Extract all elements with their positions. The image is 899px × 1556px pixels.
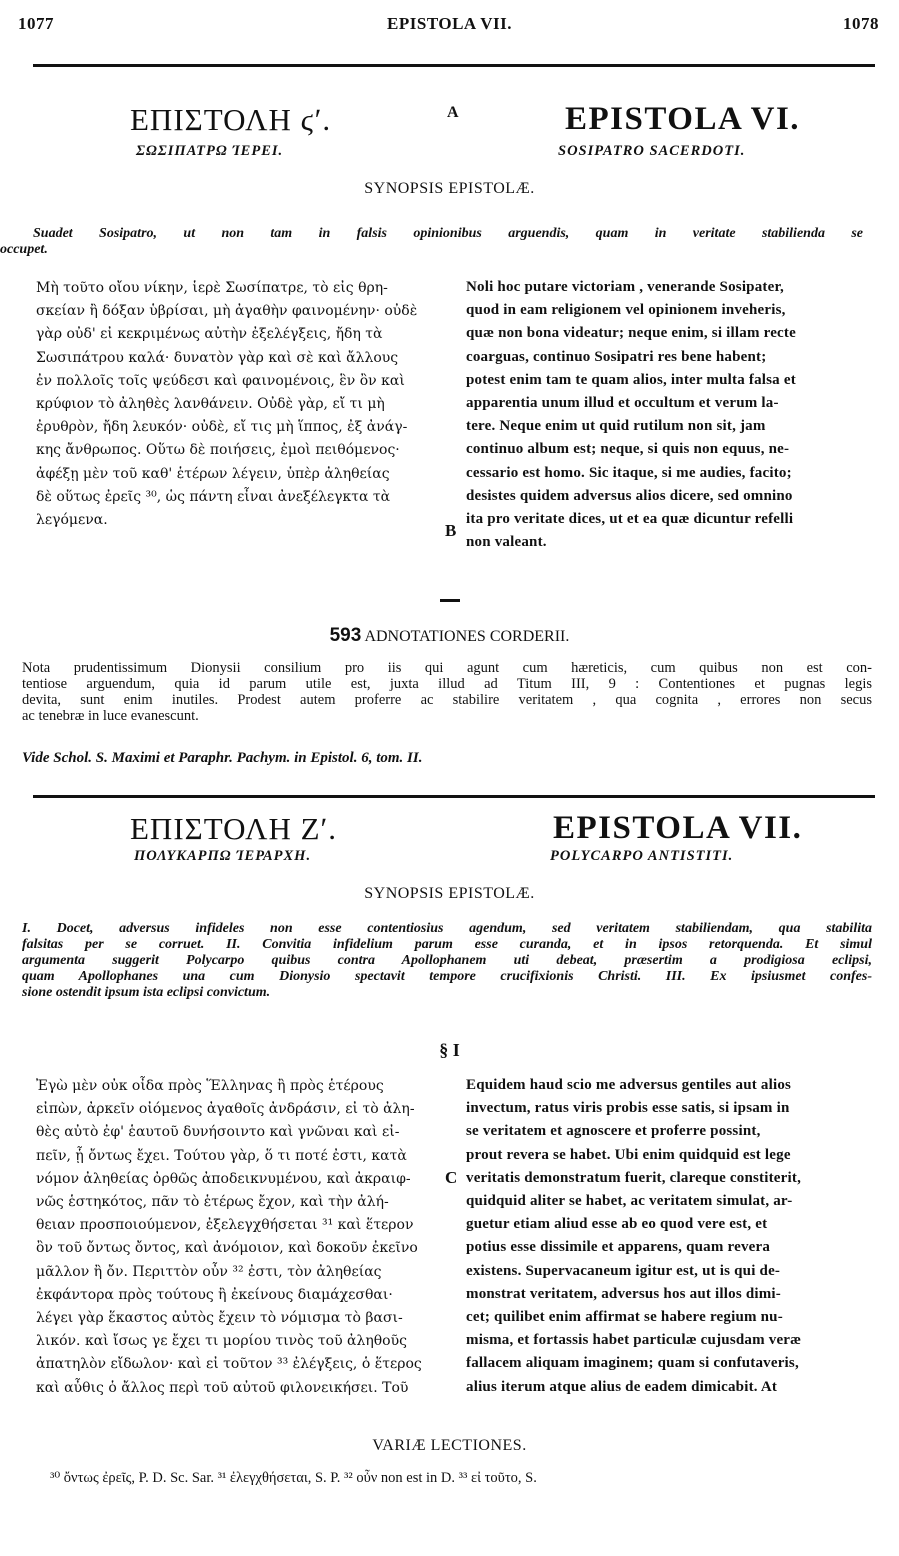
column-number: 593	[329, 625, 362, 646]
adnotationes-heading-row	[0, 625, 899, 647]
greek-line: ἐν πολλοῖς τοῖς ψεύδεσι καὶ φαινομένοις, ἓν ὂν καὶ	[36, 372, 405, 389]
latin-line: apparentia unum illud et occultum et verum la-	[466, 395, 779, 412]
margin-marker-a: A	[447, 104, 459, 121]
latin-line: alius iterum atque alius de eadem dimicabit. At	[466, 1378, 778, 1395]
greek-line: ἐκφάντορα πρὸς τούτους ἢ ἐκείνους διαμάχεσθαι·	[36, 1286, 393, 1303]
latin-line: Equidem haud scio me adversus gentiles aut alios	[466, 1077, 792, 1093]
latin-line: cet; quilibet enim affirmat se habere regium nu-	[466, 1309, 783, 1326]
latin-line: fallacem aliquam imaginem; quam si confutaveris,	[466, 1355, 799, 1372]
epistle7-greek-column	[36, 1075, 448, 1400]
greek-line: εἰπὼν, ἀρκεῖν οἰόμενος ἀγαθοῖς ἀνδράσιν, εἰ τὸ ἀλη-	[36, 1101, 415, 1118]
latin-line: tere. Neque enim ut quid rutilum non sit, jam	[466, 418, 766, 435]
epistle6-synopsis-line2: occupet.	[0, 242, 48, 257]
greek-line: καὶ αὖθις ὁ ἄλλος περὶ τοῦ αὐτοῦ φιλονεικήσει. Τοῦ	[36, 1379, 409, 1396]
latin-line: quidquid aliter se habet, ac veritatem simulat, ar-	[466, 1193, 793, 1210]
variae-lectiones-heading: VARIÆ LECTIONES.	[372, 1437, 527, 1454]
epistle7-greek-title: ΕΠΙΣΤΟΛΗ Ζʹ.	[130, 811, 338, 846]
page-number-right: 1078	[843, 14, 879, 33]
epistle6-latin-title: EPISTOLA VI.	[565, 101, 801, 137]
greek-line: κρύφιον τὸ ἀληθὲς λανθάνειν. Οὐδὲ γὰρ, εἴ τι μὴ	[36, 396, 385, 413]
adnotationes-text	[22, 660, 872, 724]
epistle7-greek-subtitle: ΠΟΛΥΚΑΡΠΩ ΊΕΡΑΡΧΗ.	[134, 848, 312, 864]
note-line: tentiose arguendum, quia id parum utile est, juxta illud ad Titum III, 9 : Contentiones et pugnas legis	[22, 676, 872, 692]
greek-line: σκείαν ἢ δόξαν ὑβρίσαι, μὴ ἀγαθὴν φαινομένην· οὐδὲ	[36, 303, 418, 320]
epistle7-synopsis-heading: SYNOPSIS EPISTOLÆ.	[364, 885, 535, 902]
running-title: EPISTOLA VII.	[387, 14, 512, 33]
latin-line: desistes quidem adversus alios dicere, sed omnino	[466, 487, 793, 504]
synopsis-line: falsitas per se corruet. II. Convitia infidelium parum esse curanda, et in ipsos retorquenda. Et simul	[22, 937, 872, 952]
epistle6-greek-subtitle: ΣΩΣΙΠΑΤΡΩ ΊΕΡΕΙ.	[136, 143, 284, 159]
epistle6-greek-title: ΕΠΙΣΤΟΛΗ ϛʹ.	[130, 102, 332, 137]
latin-line: ita pro veritate dices, ut et ea quæ dicuntur refelli	[466, 511, 794, 528]
latin-line: quæ non bona videatur; neque enim, si illam recte	[466, 325, 796, 342]
latin-line: prout revera se habet. Ubi enim quidquid est lege	[466, 1146, 791, 1163]
epistle7-latin-title: EPISTOLA VII.	[553, 810, 803, 846]
greek-line: ὂν τοῦ ὄντως ὄντος, καὶ ἀνόμοιον, καὶ δοκοῦν ἐκεῖνο	[36, 1240, 418, 1257]
adnotationes-reference: Vide Schol. S. Maximi et Paraphr. Pachym. in Epistol. 6, tom. II.	[22, 750, 423, 766]
latin-line: continuo album est; neque, si quis non equus, ne-	[466, 441, 790, 458]
greek-line: λικόν. καὶ ἴσως γε ἔχει τι μορίου τινὸς τοῦ ἀληθοῦς	[36, 1333, 407, 1350]
latin-line: guetur etiam aliud esse ab eo quod vere est, et	[466, 1216, 768, 1233]
latin-line: se veritatem et agnoscere et proferre possint,	[466, 1123, 761, 1140]
margin-marker-b: B	[445, 521, 457, 540]
greek-line: λέγει γὰρ ἕκαστος αὐτὸς ἔχειν τὸ νόμισμα τὸ βασι-	[36, 1310, 403, 1327]
separator-dash	[440, 599, 460, 602]
latin-line: Noli hoc putare victoriam , venerande Sosipater,	[466, 279, 784, 295]
synopsis-line: quam Apollophanes una cum Dionysio spectavit tempore crucifixionis Christi. III. Ex ipsiusmet confes-	[22, 969, 872, 984]
epistle7-latin-subtitle: POLYCARPO ANTISTITI.	[550, 848, 734, 864]
greek-line: δὲ οὕτως ἐρεῖς ³⁰, ὡς πάντη εἶναι ἀνεξέλεγκτα τὰ	[36, 488, 391, 505]
greek-line: Μὴ τοῦτο οἴου νίκην, ἱερὲ Σωσίπατρε, τὸ εἰς θρη-	[36, 280, 388, 296]
synopsis-line: I. Docet, adversus infideles non esse contentiosius agendum, sed veritatem stabiliendam, qua stabilita	[22, 921, 872, 936]
epistle7-latin-column	[466, 1074, 878, 1399]
adnotationes-heading: ADNOTATIONES CORDERII.	[364, 628, 570, 645]
header-rule	[33, 64, 875, 67]
margin-marker-c: C	[445, 1168, 458, 1187]
greek-line: πεῖν, ᾗ ὄντως ἔχει. Τούτου γὰρ, ὅ τι ποτέ ἐστι, κατὰ	[36, 1147, 407, 1164]
epistle6-greek-column	[36, 277, 446, 532]
latin-line: monstrat veritatem, adversus hos aut illos dimi-	[466, 1285, 781, 1302]
greek-line: μᾶλλον ἢ ὄν. Περιττὸν οὖν ³² ἐστι, τὸν ἀληθείας	[36, 1263, 382, 1280]
latin-line: cessario est homo. Sic itaque, si me audies, facito;	[466, 464, 792, 481]
latin-line: potius esse dissimile et apparens, quam revera	[466, 1239, 771, 1256]
greek-line: Ἐγὼ μὲν οὐκ οἶδα πρὸς Ἕλληνας ἢ πρὸς ἑτέρους	[36, 1078, 384, 1094]
variae-lectiones-line: ³⁰ ὄντως ἐρεῖς, P. D. Sc. Sar. ³¹ ἐλεγχθήσεται, S. P. ³² οὖν non est in D. ³³ εἰ τοῦτο, S.	[50, 1470, 537, 1486]
latin-line: coarguas, continuo Sosipatri res bene habent;	[466, 348, 767, 365]
greek-line: ἀπατηλὸν εἴδωλον· καὶ εἰ τοῦτον ³³ ἐλέγξεις, ὁ ἕτερος	[36, 1356, 422, 1373]
greek-line: θὲς αὐτὸ ἐφ' ἑαυτοῦ δυνήσοιντο καὶ γνῶναι καὶ εἰ-	[36, 1124, 400, 1141]
latin-line: veritatis demonstratum fuerit, clareque constiterit,	[466, 1169, 802, 1186]
greek-line: γὰρ οὐδ' εἰ κεκριμένως αὐτὴν ἐξελέγξεις, ἤδη τὰ	[36, 326, 383, 343]
note-line: devita, sunt enim inutiles. Prodest autem proferre ac stabilire veritatem , qua cognita , errores non secus	[22, 692, 872, 708]
section-rule	[33, 795, 875, 798]
latin-line: quod in eam religionem vel opinionem inveheris,	[466, 302, 786, 319]
greek-line: λεγόμενα.	[36, 512, 108, 529]
greek-line: θειαν προσποιούμενον, ἐξελεγχθήσεται ³¹ καὶ ἕτερον	[36, 1217, 414, 1234]
latin-line: misma, et fortassis habet particulæ cujusdam veræ	[466, 1332, 802, 1349]
latin-line: potest enim tam te quam alios, inter multa falsa et	[466, 371, 796, 388]
synopsis-line: argumenta suggerit Polycarpo quibus contra Apollophanem uti debeat, præsertim a prodigiosa eclipsi,	[22, 953, 872, 968]
epistle6-synopsis-heading: SYNOPSIS EPISTOLÆ.	[364, 180, 535, 197]
greek-line: κης ἄνθρωπος. Οὕτω δὲ ποιήσεις, ἐμοὶ πειθόμενος·	[36, 442, 400, 459]
epistle6-latin-column	[466, 276, 878, 554]
section-number: § I	[439, 1040, 460, 1060]
greek-line: νόμον ἀληθείας ὀρθῶς ἀποδεικνυμένου, καὶ ἀκραιφ-	[36, 1170, 411, 1187]
synopsis-line: sione ostendit ipsum ista eclipsi convictum.	[22, 985, 271, 1000]
greek-line: Σωσιπάτρου καλά· δυνατὸν γὰρ καὶ σὲ καὶ ἄλλους	[36, 349, 399, 366]
latin-line: existens. Supervacaneum igitur est, ut is qui de-	[466, 1262, 781, 1279]
epistle6-synopsis-line1: Suadet Sosipatro, ut non tam in falsis opinionibus arguendis, quam in veritate stabilienda se	[33, 226, 863, 241]
note-line: ac tenebræ in luce evanescunt.	[22, 708, 199, 724]
epistle6-latin-subtitle: SOSIPATRO SACERDOTI.	[558, 143, 746, 159]
greek-line: νῶς ἑστηκότος, πᾶν τὸ ἑτέρως ἔχον, καὶ τὴν ἀλή-	[36, 1194, 389, 1211]
latin-line: non valeant.	[466, 534, 547, 551]
page-number-left: 1077	[18, 14, 54, 33]
greek-line: ἐρυθρὸν, ἤδη λευκόν· οὐδὲ, εἴ τις μὴ ἵππος, ἐξ ἀνάγ-	[36, 419, 408, 436]
latin-line: invectum, ratus viris probis esse satis, si ipsam in	[466, 1100, 790, 1117]
epistle7-synopsis	[22, 921, 872, 1001]
note-line: Nota prudentissimum Dionysii consilium pro iis qui agunt cum hæreticis, cum quibus non est con-	[22, 660, 872, 676]
greek-line: ἀφέξῃ μὲν τοῦ καθ' ἑτέρων λέγειν, ὑπὲρ ἀληθείας	[36, 465, 390, 482]
